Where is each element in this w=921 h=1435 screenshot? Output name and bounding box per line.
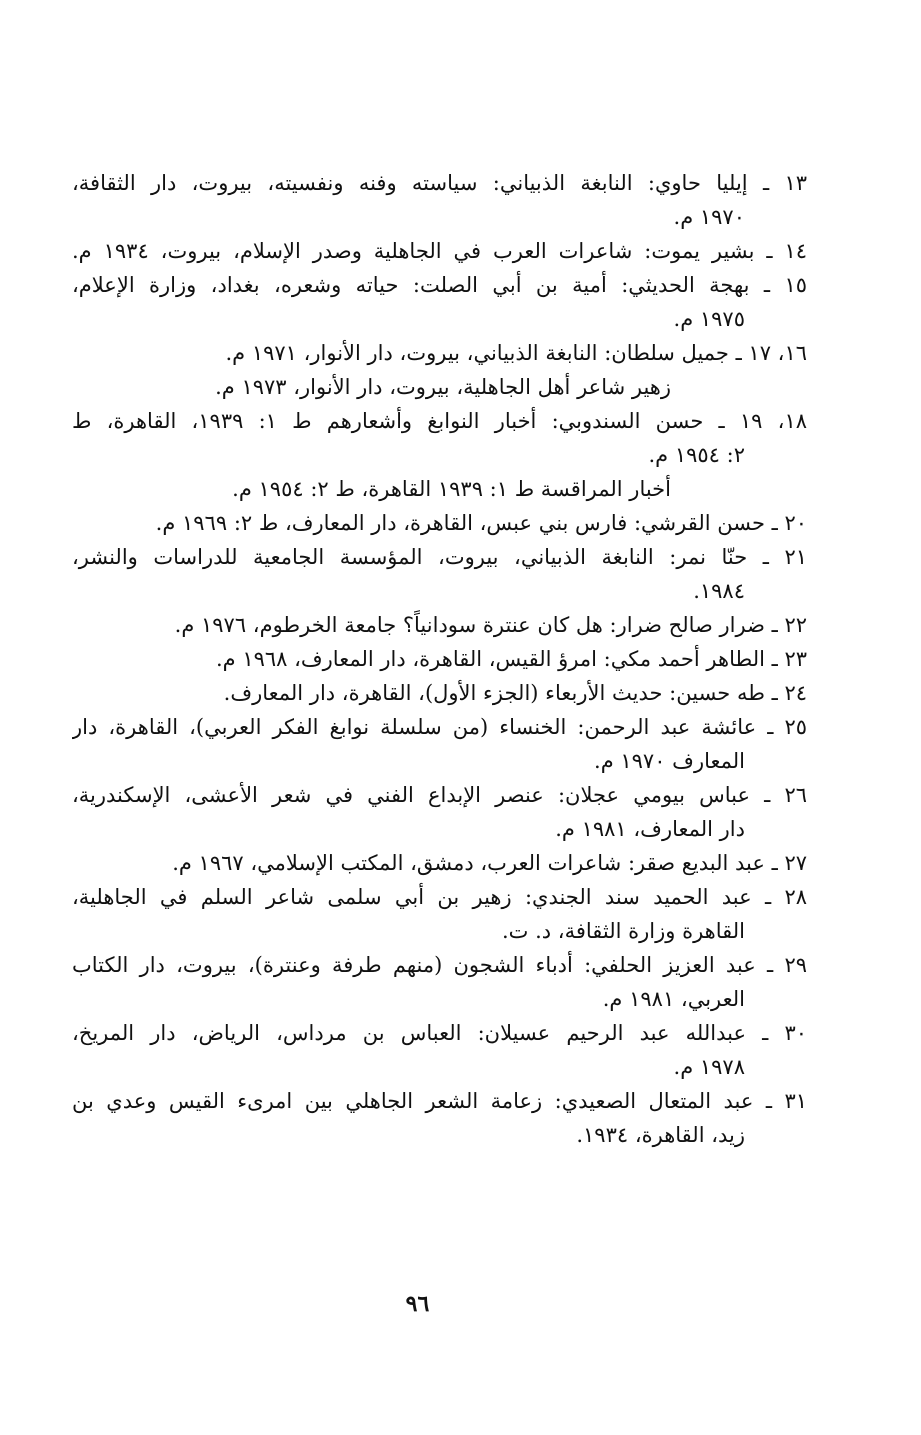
entry-14-line-1: ١٤ ـ بشير يموت: شاعرات العرب في الجاهلية وصدر الإسلام، بيروت، ١٩٣٤ م. [72,239,807,263]
entry-16-17-line-2: زهير شاعر أهل الجاهلية، بيروت، دار الأنوار، ١٩٧٣ م. [215,375,671,399]
entry-16-17-line-1: ١٦، ١٧ ـ جميل سلطان: النابغة الذبياني، بيروت، دار الأنوار، ١٩٧١ م. [225,341,807,365]
bibliography-list [72,166,807,1152]
entry-23-line-1: ٢٣ ـ الطاهر أحمد مكي: امرؤ القيس، القاهرة، دار المعارف، ١٩٦٨ م. [215,647,807,671]
entry-30-line-1: ٣٠ ـ عبدالله عبد الرحيم عسيلان: العباس بن مرداس، الرياض، دار المريخ، [72,1021,807,1045]
entry-28-line-2: القاهرة وزارة الثقافة، د. ت. [501,919,745,943]
entry-31-line-2: زيد، القاهرة، ١٩٣٤. [576,1123,745,1147]
entry-13-line-1: ١٣ ـ إيليا حاوي: النابغة الذبياني: سياسته وفنه ونفسيته، بيروت، دار الثقافة، [72,171,807,195]
entry-25-line-2: المعارف ١٩٧٠ م. [594,749,745,773]
entry-21-line-2: ١٩٨٤. [693,579,745,603]
entry-27-line-1: ٢٧ ـ عبد البديع صقر: شاعرات العرب، دمشق، المكتب الإسلامي، ١٩٦٧ م. [172,851,807,875]
page-number: ٩٦ [405,1291,430,1317]
entry-18-19-line-1: ١٨، ١٩ ـ حسن السندوبي: أخبار النوابغ وأشعارهم ط ١: ١٩٣٩، القاهرة، ط [72,409,807,433]
entry-15-line-1: ١٥ ـ بهجة الحديثي: أمية بن أبي الصلت: حياته وشعره، بغداد، وزارة الإعلام، [72,273,807,297]
entry-22-line-1: ٢٢ ـ ضرار صالح ضرار: هل كان عنترة سودانياً؟ جامعة الخرطوم، ١٩٧٦ م. [174,613,807,637]
entry-29-line-1: ٢٩ ـ عبد العزيز الحلفي: أدباء الشجون (منهم طرفة وعنترة)، بيروت، دار الكتاب [72,953,807,977]
entry-24-line-1: ٢٤ ـ طه حسين: حديث الأربعاء (الجزء الأول)، القاهرة، دار المعارف. [223,681,807,705]
entry-26-line-1: ٢٦ ـ عباس بيومي عجلان: عنصر الإبداع الفني في شعر الأعشى، الإسكندرية، [72,783,807,807]
entry-31-line-1: ٣١ ـ عبد المتعال الصعيدي: زعامة الشعر الجاهلي بين امرىء القيس وعدي بن [72,1089,807,1113]
entry-13-line-2: ١٩٧٠ م. [673,205,745,229]
entry-26-line-2: دار المعارف، ١٩٨١ م. [555,817,745,841]
entry-18-19-line-3: أخبار المراقسة ط ١: ١٩٣٩ القاهرة، ط ٢: ١٩٥٤ م. [232,477,671,501]
entry-18-19-line-2: ٢: ١٩٥٤ م. [648,443,745,467]
entry-15-line-2: ١٩٧٥ م. [673,307,745,331]
entry-20-line-1: ٢٠ ـ حسن القرشي: فارس بني عبس، القاهرة، دار المعارف، ط ٢: ١٩٦٩ م. [155,511,807,535]
entry-29-line-2: العربي، ١٩٨١ م. [602,987,745,1011]
entry-21-line-1: ٢١ ـ حنّا نمر: النابغة الذبياني، بيروت، المؤسسة الجامعية للدراسات والنشر، [72,545,807,569]
entry-30-line-2: ١٩٧٨ م. [673,1055,745,1079]
entry-25-line-1: ٢٥ ـ عائشة عبد الرحمن: الخنساء (من سلسلة نوابغ الفكر العربي)، القاهرة، دار [72,715,807,739]
entry-28-line-1: ٢٨ ـ عبد الحميد سند الجندي: زهير بن أبي سلمى شاعر السلم في الجاهلية، [72,885,807,909]
